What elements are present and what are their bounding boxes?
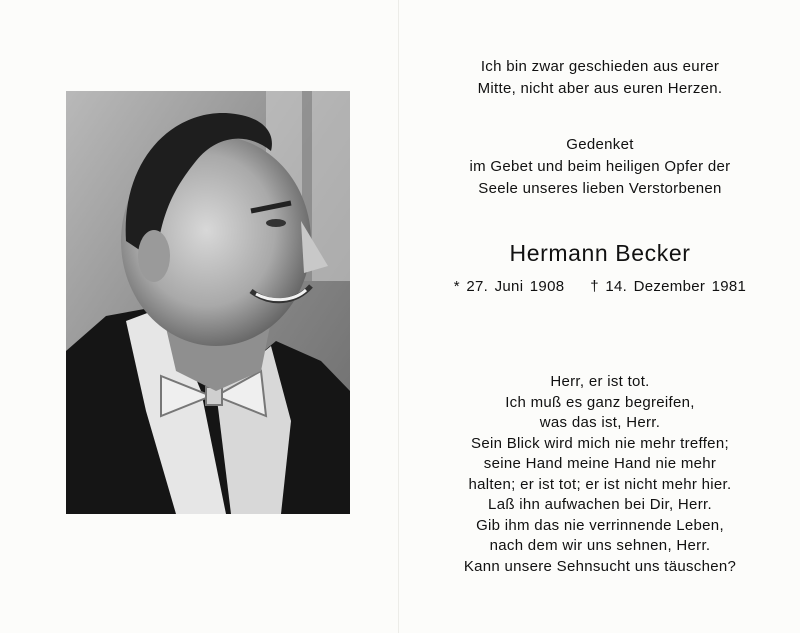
poem-line: Sein Blick wird mich nie mehr treffen; <box>471 434 729 452</box>
quote-line: Mitte, nicht aber aus euren Herzen. <box>477 80 723 97</box>
quote-line: Ich bin zwar geschieden aus eurer <box>480 58 720 75</box>
poem-line: was das ist, Herr. <box>539 414 661 431</box>
intro-line: Gedenket <box>566 136 634 153</box>
poem-line: Ich muß es ganz begreifen, <box>505 393 695 411</box>
death-date: † 14. Dezember 1981 <box>590 278 747 295</box>
remembrance-intro <box>420 134 780 200</box>
intro-line: Seele unseres lieben Verstorbenen <box>478 180 722 197</box>
poem-line: Gib ihm das nie verrinnende Leben, <box>476 516 724 534</box>
poem-line: Herr, er ist tot. <box>550 373 650 390</box>
poem-line: Kann unsere Sehnsucht uns täuschen? <box>463 557 737 575</box>
birth-date: * 27. Juni 1908 <box>453 278 565 295</box>
poem-line: halten; er ist tot; er ist nicht mehr hier. <box>468 475 732 493</box>
intro-line: im Gebet und beim heiligen Opfer der <box>469 158 731 175</box>
opening-quote <box>420 56 780 100</box>
poem-line: Laß ihn aufwachen bei Dir, Herr. <box>488 496 712 513</box>
deceased-name: Hermann Becker <box>509 240 691 266</box>
poem-line: nach dem wir uns sehnen, Herr. <box>489 537 711 554</box>
portrait-photo <box>66 91 350 514</box>
poem <box>420 372 780 577</box>
portrait-illustration <box>66 91 350 514</box>
poem-line: seine Hand meine Hand nie mehr <box>483 455 717 472</box>
card-fold <box>398 0 399 633</box>
life-dates <box>420 276 780 298</box>
